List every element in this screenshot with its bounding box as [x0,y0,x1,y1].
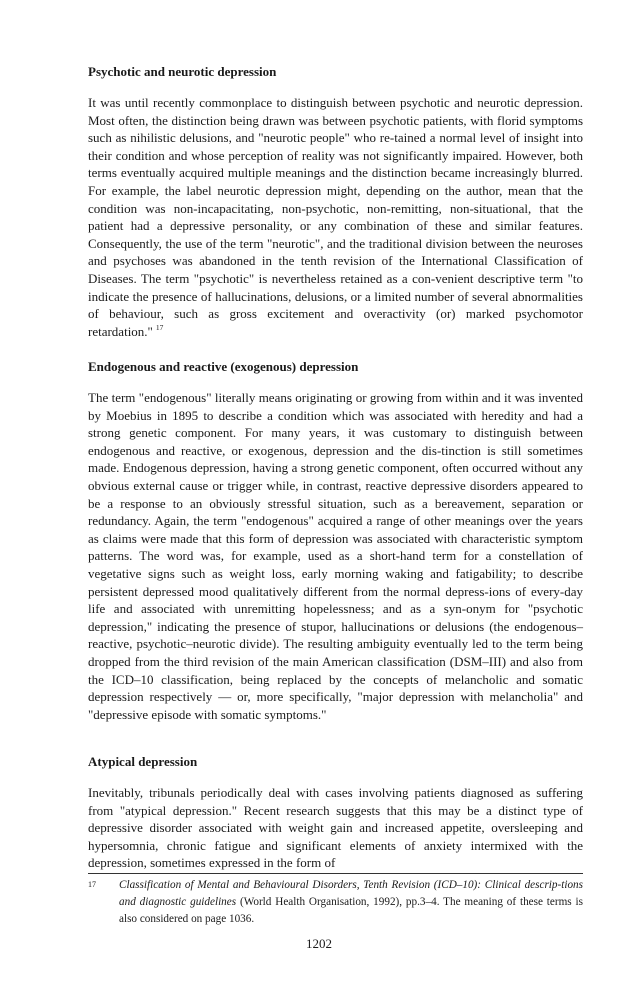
section-heading-endogenous-reactive: Endogenous and reactive (exogenous) depression [88,359,359,374]
footnote-reference[interactable]: 17 [155,323,164,333]
section-heading-atypical: Atypical depression [88,754,198,769]
footnote-text [119,877,583,928]
paragraph-psychotic-neurotic [88,94,583,340]
paragraph-endogenous-reactive: The term "endogenous" literally means originating or growing from within and it was invented by Moebius in 1895 to describe a condition which was associated with heredity and had a strong genetic component. For many years, it was customary to distinguish between endogenous and reactive, or exogenous, depression and the dis-tinction is still sometimes made. Endogenous depression, having a strong genetic component, often occurred without any obvious external cause or trigger while, in contrast, reactive depressive disorders appeared to be a response to an obviously stressful situation, such as a bereavement, separation or redundancy. Again, the term "endogenous" acquired a range of other meanings over the years as claims were made that this form of depression was associated with characteristic symptom patterns. The word was, for example, used as a short-hand term for a constellation of vegetative signs such as weight loss, early morning waking and fatigability; to describe persistent depressed mood qualitatively different from the normal depress-ions of every-day life and associated with unremitting hopelessness; and as a syn-onym for "psychotic depression," indicating the presence of stupor, hallucinations or delusions (the endogenous–reactive, psychotic–neurotic divide). The resulting ambiguity eventually led to the term being dropped from the third revision of the main American classification (DSM–III) and also from the ICD–10 classification, being replaced by the concepts of melancholic and somatic depression respectively — or, more specifically, "major depression with melancholia" and "depressive episode with somatic symptoms." [88,390,583,722]
footnote-citation-detail: (World Health Organisation, 1992), pp.3–4. The meaning of these terms is also considered on page 1036. [119,896,583,925]
paragraph-atypical: Inevitably, tribunals periodically deal with cases involving patients diagnosed as suffering from "atypical depression." Recent research suggests that this may be a distinct type of depressive disorder associated with weight gain and increased appetite, oversleeping and hypersomnia, chronic fatigue and significant elements of anxiety intermixed with the depression, sometimes expressed in the form of [88,785,583,871]
section-heading-psychotic-neurotic: Psychotic and neurotic depression [88,64,277,79]
page-number: 1202 [306,936,332,951]
footnote-divider [88,873,583,874]
paragraph-text: It was until recently commonplace to distinguish between psychotic and neurotic depression. Most often, the distinction being drawn was between psychotic patients, with florid symptoms such as nihilistic delusions, and "neurotic people" who re-tained a normal level of insight into their condition and whose perception of reality was not significantly impaired. However, both terms eventually acquired multiple meanings and the distinction became increasingly blurred. For example, the label neurotic depression might, depending on the author, mean that the condition was non-incapacitating, non-psychotic, non-remitting, non-situational, that the patient had a depressive personality, or any combination of these and similar features. Consequently, the use of the term "neurotic", and the traditional division between the neuroses and psychoses was abandoned in the tenth revision of the International Classification of Diseases. The term "psychotic" is nevertheless retained as a con-venient descriptive term "to indicate the presence of hallucinations, delusions, or a limited number of several abnormalities of behaviour, such as gross excitement and overactivity (or) marked psychomotor retardation." [88,95,583,339]
footnote-number: 17 [88,880,96,889]
footnote-citation-title: Classification of Mental and Behavioural Disorders, Tenth Revision (ICD–10): Clinical descrip-tions and diagnostic guidelines [119,879,583,908]
